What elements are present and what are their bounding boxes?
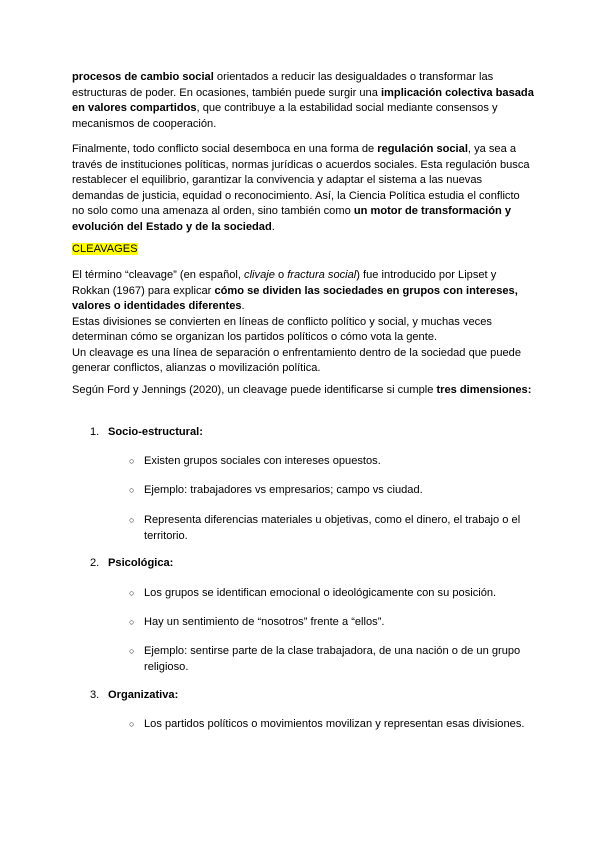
heading-highlight: CLEAVAGES bbox=[72, 243, 138, 255]
list-item-socio-structural: 1. Socio-estructural: bbox=[90, 426, 203, 438]
list-item: Representa diferencias materiales u objetivas, como el dinero, el trabajo o el territorio. bbox=[144, 514, 521, 542]
paragraph-three-dimensions: Según Ford y Jennings (2020), un cleavage puede identificarse si cumple tres dimensiones: bbox=[72, 384, 532, 396]
list-item: Existen grupos sociales con intereses opuestos. bbox=[144, 455, 381, 467]
bullet-icon: ○ bbox=[129, 588, 135, 598]
list-item: Hay un sentimiento de “nosotros” frente a “ellos”. bbox=[144, 616, 385, 628]
list-item: Ejemplo: trabajadores vs empresarios; campo vs ciudad. bbox=[144, 484, 423, 496]
list-item: Ejemplo: sentirse parte de la clase trabajadora, de una nación o de un grupo religioso. bbox=[144, 645, 521, 673]
list-item-psychological: 2. Psicológica: bbox=[90, 557, 174, 569]
bullet-icon: ○ bbox=[129, 646, 135, 656]
bullet-icon: ○ bbox=[129, 617, 135, 627]
bullet-icon: ○ bbox=[129, 515, 135, 525]
bullet-icon: ○ bbox=[129, 456, 135, 466]
paragraph-social-regulation: Finalmente, todo conflicto social desemboca en una forma de regulación social, ya sea a través de instituciones políticas, normas jurídicas o acuerdos sociales. Esta regulación busca restablecer el equilibrio, garantizar la convivencia y adaptar el sistema a las nuevas demandas de justicia, equidad o reconocimiento. Así, la Ciencia Política estudia el conflicto no solo como una amenaza al orden, sino también como un motor de transformación y evolución del Estado y de la sociedad. bbox=[72, 143, 530, 233]
section-heading bbox=[72, 242, 534, 258]
bullet-icon: ○ bbox=[129, 719, 135, 729]
list-item: Los grupos se identifican emocional o ideológicamente con su posición. bbox=[144, 587, 497, 599]
paragraph-cleavage-definition: El término “cleavage” (en español, clivaje o fractura social) fue introducido por Lipset y Rokkan (1967) para explicar cómo se dividen las sociedades en grupos con intereses, valores o identidades diferentes. Estas divisiones se convierten en líneas de conflicto político y social, y muchas veces determinan cómo se organizan los partidos políticos o cómo vota la gente. Un cleavage es una línea de separación o enfrentamiento dentro de la sociedad que puede generar conflictos, alianzas o movilización política. bbox=[72, 269, 522, 374]
paragraph-social-change: procesos de cambio social orientados a reducir las desigualdades o transformar las estructuras de poder. En ocasiones, también puede surgir una implicación colectiva basada en valores compartidos, que contribuye a la estabilidad social mediante consensos y mecanismos de cooperación. bbox=[72, 71, 534, 130]
list-item-organizational: 3. Organizativa: bbox=[90, 689, 179, 701]
list-item: Los partidos políticos o movimientos movilizan y representan esas divisiones. bbox=[144, 718, 525, 730]
bullet-icon: ○ bbox=[129, 485, 135, 495]
